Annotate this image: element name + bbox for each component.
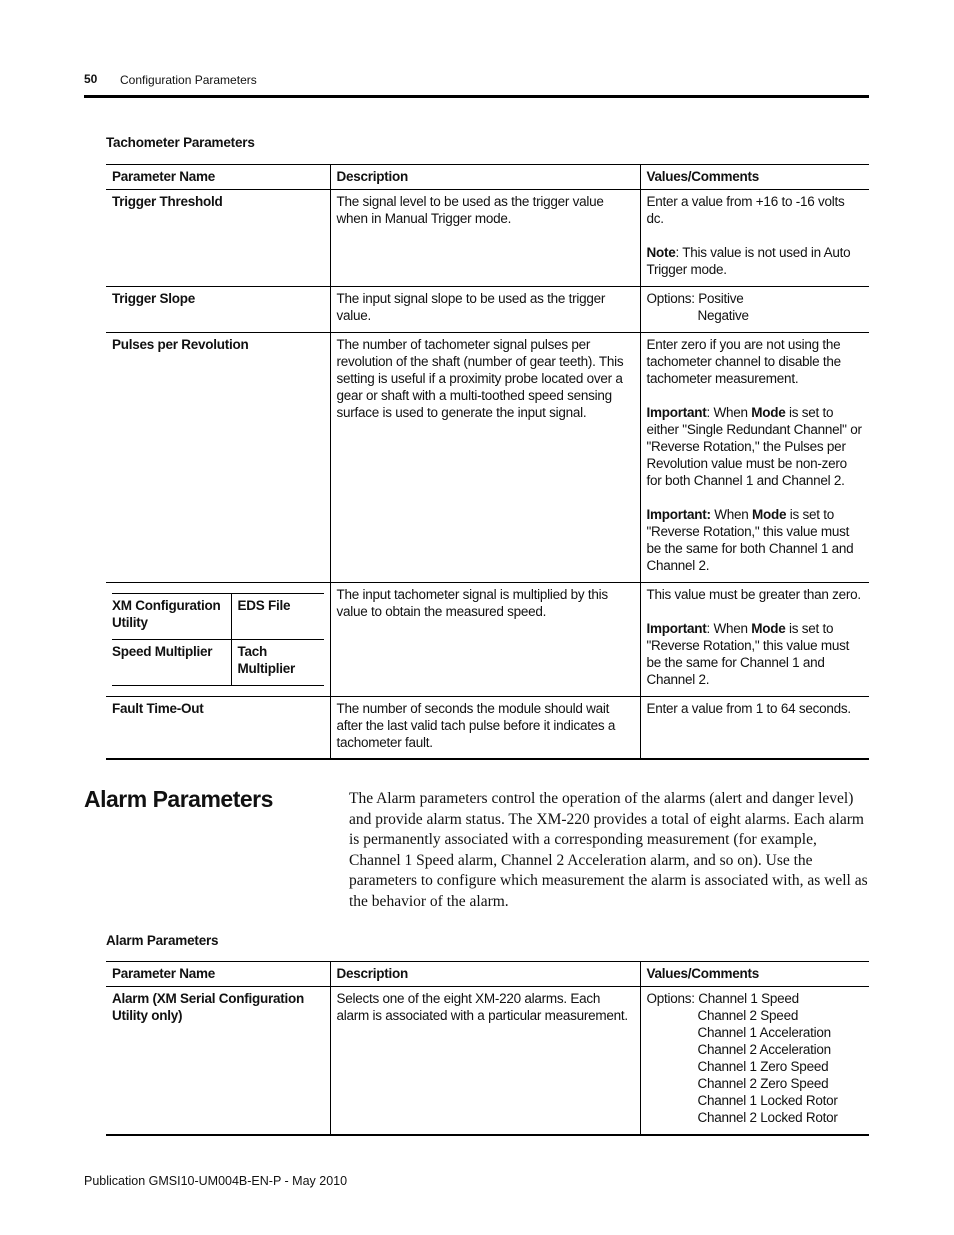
option-line — [647, 290, 864, 307]
param-name: Trigger Slope — [106, 287, 330, 333]
option-item: Channel 2 Acceleration — [697, 1042, 831, 1057]
param-values: Enter a value from 1 to 64 seconds. — [640, 697, 869, 760]
note-body: : When — [706, 405, 752, 420]
param-desc: The input tachometer signal is multiplied by this value to obtain the measured speed. — [330, 583, 640, 697]
table-row — [106, 583, 869, 697]
col-header: Values/Comments — [640, 962, 869, 987]
note-body: is set to either "Single Redundant Channel" or "Reverse Rotation," the Pulses per Revolution value must be non-zero for both Channel 1 and Channel 2. — [646, 405, 862, 488]
important-label: Important: — [646, 507, 711, 522]
note-body: is set to "Reverse Rotation," this value must be the same for both Channel 1 and Channel 2. — [646, 507, 854, 573]
option-line — [647, 990, 864, 1007]
important-note — [647, 506, 864, 574]
param-name-cell — [106, 583, 330, 697]
section-body: The Alarm parameters control the operation of the alarms (alert and danger level) and provide alarm status. The XM-220 provides a total of eight alarms. Each alarm is permanently associated with a corresponding measurement (for example, Channel 1 Speed alarm, Channel 2 Acceleration alarm, and so on). Use the parameters to configure which measurement the alarm is associated with, as well as the behavior of the alarm. — [349, 790, 868, 910]
value-text: Enter a value from +16 to -16 volts dc. — [646, 194, 845, 226]
options-label: Options: — [646, 291, 695, 306]
important-note — [647, 620, 864, 688]
table-row — [106, 190, 869, 287]
table-header-row — [106, 165, 869, 190]
note-body: is set to "Reverse Rotation," this value must be the same for Channel 1 and Channel 2. — [646, 621, 850, 687]
param-values — [640, 583, 869, 697]
param-name: Pulses per Revolution — [106, 333, 330, 583]
options-label: Options: — [646, 991, 695, 1006]
option-item: Channel 2 Locked Rotor — [697, 1110, 838, 1125]
page-number: 50 — [84, 72, 98, 86]
table-row — [106, 287, 869, 333]
important-label: Important — [646, 621, 707, 636]
param-desc: The number of seconds the module should wait after the last valid tach pulse before it indicates a tachometer fault. — [330, 697, 640, 760]
option-item: Channel 1 Locked Rotor — [697, 1093, 838, 1108]
col-header: Parameter Name — [106, 165, 330, 190]
note-body: : This value is not used in Auto Trigger mode. — [646, 245, 851, 277]
option-item: Channel 1 Acceleration — [697, 1025, 831, 1040]
alarm-table-caption: Alarm Parameters — [106, 933, 219, 948]
running-header: Configuration Parameters — [120, 73, 257, 87]
param-desc: The signal level to be used as the trigger value when in Manual Trigger mode. — [330, 190, 640, 287]
option-item: Positive — [698, 291, 744, 306]
name-mapping-table — [112, 593, 324, 686]
mapping-value: Speed Multiplier — [112, 640, 231, 686]
table-row — [106, 333, 869, 583]
param-desc: Selects one of the eight XM-220 alarms. Each alarm is associated with a particular measurement. — [330, 987, 640, 1136]
col-header: Parameter Name — [106, 962, 330, 987]
alarm-parameters-table — [106, 961, 869, 1136]
param-values — [640, 987, 869, 1136]
note-body: When — [710, 507, 753, 522]
tach-table-caption: Tachometer Parameters — [106, 135, 255, 150]
param-name: Alarm (XM Serial Configuration Utility only) — [106, 987, 330, 1136]
table-header-row — [106, 962, 869, 987]
value-text: This value must be greater than zero. — [646, 587, 861, 602]
table-row — [106, 697, 869, 760]
option-item: Negative — [697, 308, 749, 323]
option-item: Channel 1 Speed — [698, 991, 799, 1006]
param-values — [640, 287, 869, 333]
note-text — [647, 244, 864, 278]
param-name: Fault Time-Out — [106, 697, 330, 760]
param-name: Trigger Threshold — [106, 190, 330, 287]
note-label: Note — [646, 245, 676, 260]
param-values — [640, 333, 869, 583]
col-header: Values/Comments — [640, 165, 869, 190]
param-desc: The input signal slope to be used as the trigger value. — [330, 287, 640, 333]
mapping-header: XM Configuration Utility — [112, 594, 231, 640]
col-header: Description — [330, 962, 640, 987]
option-item: Channel 2 Zero Speed — [697, 1076, 829, 1091]
value-text: Enter zero if you are not using the tachometer channel to disable the tachometer measurement. — [646, 337, 841, 386]
col-header: Description — [330, 165, 640, 190]
mode-term: Mode — [751, 621, 786, 636]
important-note — [647, 404, 864, 489]
option-item: Channel 2 Speed — [697, 1008, 799, 1023]
param-desc: The number of tachometer signal pulses per revolution of the shaft (number of gear teeth). This setting is useful if a proximity probe located over a gear or shaft with a multi-toothed speed sensing surface is used to generate the input signal. — [330, 333, 640, 583]
mode-term: Mode — [752, 507, 787, 522]
table-row — [106, 987, 869, 1136]
publication-footer: Publication GMSI10-UM004B-EN-P - May 2010 — [84, 1174, 348, 1188]
note-body: : When — [706, 621, 752, 636]
section-heading: Alarm Parameters — [84, 786, 273, 812]
important-label: Important — [646, 405, 707, 420]
header-rule — [84, 95, 869, 98]
tachometer-parameters-table — [106, 164, 869, 760]
mode-term: Mode — [751, 405, 786, 420]
option-item: Channel 1 Zero Speed — [697, 1059, 829, 1074]
param-values — [640, 190, 869, 287]
mapping-value: Tach Multiplier — [231, 640, 324, 686]
mapping-header: EDS File — [231, 594, 324, 640]
